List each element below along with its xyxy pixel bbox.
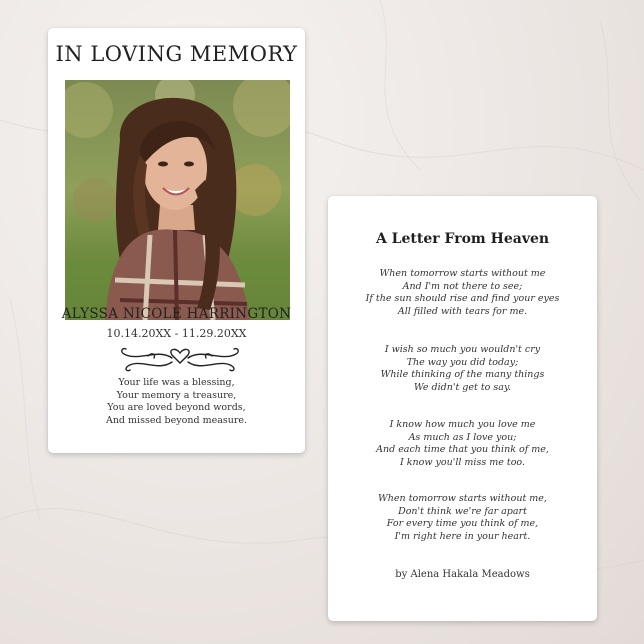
poem-line: I wish so much you wouldn't cry bbox=[384, 344, 541, 355]
verse-line: And missed beyond measure. bbox=[105, 414, 248, 426]
poem-stanza bbox=[328, 344, 597, 394]
poem-line: If the sun should rise and find your eyes bbox=[365, 293, 560, 305]
verse-line: Your life was a blessing, bbox=[118, 377, 235, 388]
poem-author: by Alena Hakala Meadows bbox=[395, 569, 530, 580]
poem-line: When tomorrow starts without me bbox=[379, 268, 546, 279]
poem-line: I know you'll miss me too. bbox=[399, 456, 525, 468]
verse-line: Your memory a treasure, bbox=[116, 389, 237, 401]
poem-line: When tomorrow starts without me, bbox=[378, 493, 547, 504]
verse-line: You are loved beyond words, bbox=[107, 402, 246, 413]
flourish-ornament bbox=[118, 344, 242, 374]
poem-stanza bbox=[328, 493, 597, 543]
poem-line: I know how much you love me bbox=[389, 419, 536, 430]
poem-line: As much as I love you; bbox=[408, 431, 517, 443]
poem-line: The way you did today; bbox=[406, 356, 519, 368]
memorial-photo bbox=[65, 80, 290, 320]
front-verse bbox=[48, 377, 305, 427]
poem-title: A Letter From Heaven bbox=[375, 231, 550, 247]
life-dates: 10.14.20XX - 11.29.20XX bbox=[106, 327, 247, 340]
poem-line: I'm right here in your heart. bbox=[394, 530, 531, 542]
poem-line: All filled with tears for me. bbox=[397, 305, 528, 317]
poem-line: Don't think we're far apart bbox=[398, 505, 527, 517]
poem-line: While thinking of the many things bbox=[380, 369, 545, 381]
poem-stanza bbox=[328, 419, 597, 469]
poem-line: And I'm not there to see; bbox=[402, 280, 523, 292]
poem-line: We didn't get to say. bbox=[413, 381, 512, 393]
poem-line: And each time that you think of me, bbox=[376, 444, 549, 456]
memorial-card-back bbox=[328, 196, 597, 621]
poem-stanza bbox=[328, 268, 597, 318]
deceased-name: ALYSSA NICOLE HARRINGTON bbox=[61, 306, 292, 322]
memorial-card-front bbox=[48, 28, 305, 453]
front-title: IN LOVING MEMORY bbox=[55, 42, 298, 66]
poem-line: For every time you think of me, bbox=[386, 518, 539, 530]
